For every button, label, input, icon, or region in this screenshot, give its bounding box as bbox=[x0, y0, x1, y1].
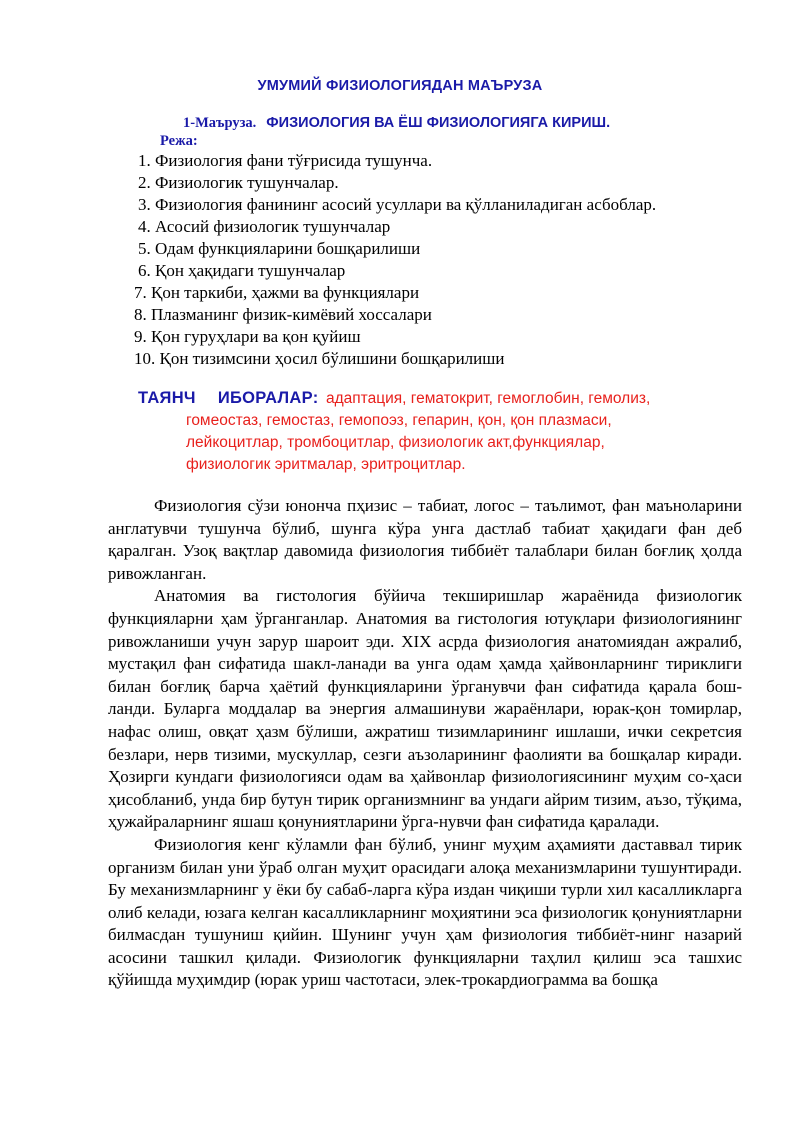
keywords-line: адаптация, гематокрит, гемоглобин, гемолиз, bbox=[326, 390, 651, 407]
plan-item: 6. Қон ҳақидаги тушунчалар bbox=[138, 261, 346, 280]
plan-item: 10. Қон тизимсини ҳосил бўлишини бошқарилиши bbox=[134, 349, 505, 368]
plan-item: 2. Физиологик тушунчалар. bbox=[138, 173, 339, 192]
paragraph: Анатомия ва гистология бўйича текширишлар жараёнида физиологик функцияларни ҳам ўрганганлар. Анатомия ва гистология ютуқлари физиологиянинг ривожланиши учун зарур шароит эди. ХIХ асрда физиология анатомиядан ажралиб, мустақил фан сифатида шакл-ланади ва унга одам ҳамда ҳайвонларнинг тириклиги билан боғлиқ барча ҳаётий функцияларини ўрганувчи фан сифатида қарала бош-ланди. Буларга моддалар ва энергия алмашинуви жараёнлари, юрак-қон томирлар, нафас олиш, овқат ҳазм бўлиши, ажратиш тизимларининг ишлаши, ички секретсия безлари, нерв тизими, мускуллар, сезги аъзоларининг фаолияти ва бошқалар киради. Ҳозирги кундаги физиологияси одам ва ҳайвонлар физиологиясининг муҳим со-ҳаси ҳисобланиб, унда бир бутун тирик организмнинг ва ундаги айрим тизим, аъзо, тўқима, ҳужайраларнинг яшаш қонуниятларини ўрга-нувчи фан сифатида қаралади. bbox=[108, 586, 742, 832]
plan-item: 4. Асосий физиологик тушунчалар bbox=[138, 217, 391, 236]
keywords-title-word1: ТАЯНЧ bbox=[138, 389, 196, 407]
plan-item: 7. Қон таркиби, ҳажми ва функциялари bbox=[134, 283, 420, 302]
paragraph: Физиология кенг кўламли фан бўлиб, унинг муҳим аҳамияти даставвал тирик организм билан уни ўраб олган муҳит орасидаги алоқа механизмларини тушунтиради. Бу механизмларнинг у ёки бу сабаб-ларга кўра издан чиқиши турли хил касалликларга олиб келади, юзага келган касалликларнинг моҳиятини эса физиологик қонуниятларни билмасдан тушуниш қийин. Шунинг учун ҳам физиология тиббиёт-нинг назарий асосини ташкил қилади. Физиологик функцияларни таҳлил қилиш эса ташхис қўйишда муҳимдир (юрак уриш частотаси, элек-трокардиограмма ва бошқа bbox=[108, 834, 742, 990]
lecture-topic: ФИЗИОЛОГИЯ ВА ЁШ ФИЗИОЛОГИЯГА КИРИШ. bbox=[266, 115, 611, 131]
lecture-heading bbox=[183, 115, 610, 132]
plan-item: 8. Плазманинг физик-кимёвий хоссалари bbox=[134, 305, 432, 324]
lecture-number: 1-Маъруза. bbox=[183, 115, 257, 131]
paragraph: Физиология сўзи юнонча пҳизис – табиат, логос – таълимот, фан маъноларини англатувчи тушунча бўлиб, шунга кўра унга дастлаб табиат ҳақидаги фан деб қаралган. Узоқ вақтлар давомида физиология тиббиёт талаблари билан боғлиқ ҳолда ривожланган. bbox=[108, 496, 742, 583]
plan-item: 9. Қон гуруҳлари ва қон қуйиш bbox=[134, 327, 361, 346]
keywords-line: физиологик эритмалар, эритроцитлар. bbox=[186, 456, 466, 473]
keywords-line: гомеостаз, гемостаз, гемопоэз, гепарин, қон, қон плазмаси, bbox=[186, 412, 612, 429]
plan-label: Режа: bbox=[160, 133, 198, 149]
plan-item: 5. Одам функцияларини бошқарилиши bbox=[138, 239, 421, 258]
body-text bbox=[108, 495, 742, 992]
keywords-title-word2: ИБОРАЛАР bbox=[217, 389, 313, 407]
plan-item: 3. Физиология фанининг асосий усуллари ва қўлланиладиган асбоблар. bbox=[138, 195, 657, 214]
keywords-block bbox=[138, 389, 738, 473]
plan-item: 1. Физиология фани тўғрисида тушунча. bbox=[138, 151, 433, 170]
keywords-line: лейкоцитлар, тромбоцитлар, физиологик акт,функциялар, bbox=[186, 434, 605, 451]
keywords-colon: : bbox=[312, 389, 319, 407]
document-title: УМУМИЙ ФИЗИОЛОГИЯДАН МАЪРУЗА bbox=[257, 78, 543, 94]
